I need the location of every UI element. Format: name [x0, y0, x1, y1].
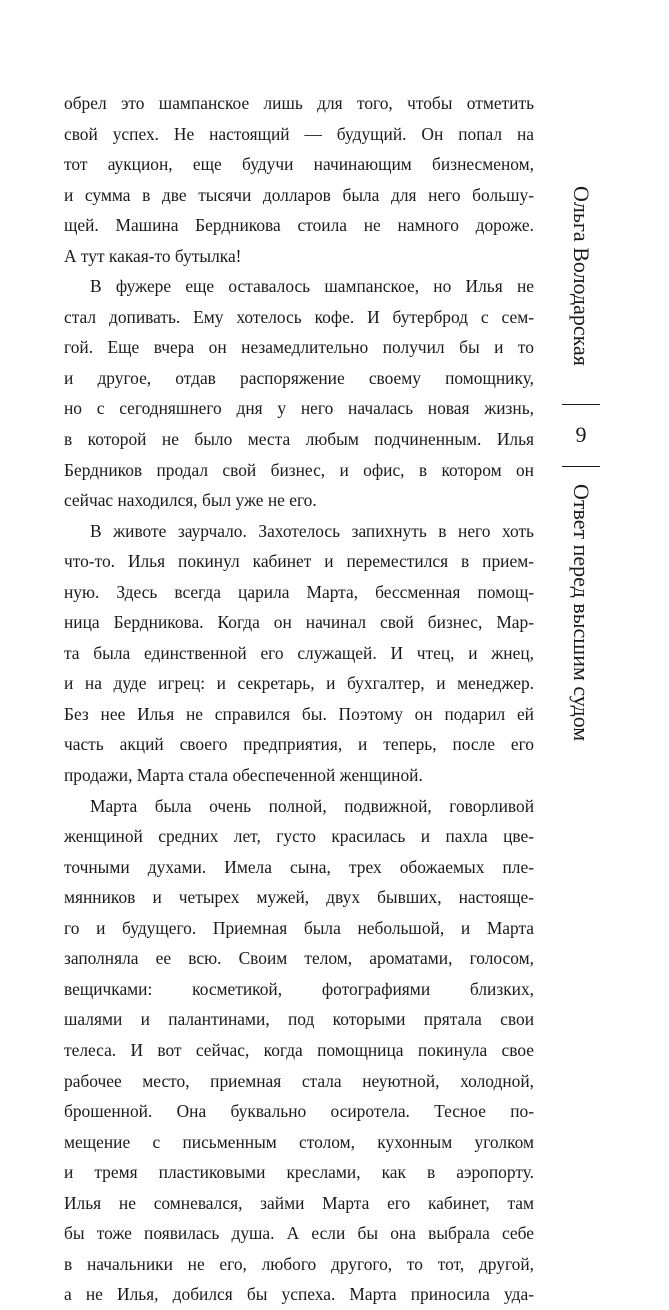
running-head-book-title: Ответ перед высшим судом [569, 484, 594, 742]
running-head-divider [562, 466, 600, 467]
text-line: бы тоже появилась душа. А если бы она выбрала себе [64, 1223, 534, 1244]
text-line: ную. Здесь всегда царила Марта, бессменная помощ- [64, 581, 534, 602]
text-line: сейчас находился, был уже не его. [64, 490, 317, 511]
text-line: что-то. Илья покинул кабинет и переместился в прием- [64, 551, 534, 572]
text-line: Бердников продал свой бизнес, и офис, в котором он [64, 459, 534, 480]
text-line: го и будущего. Приемная была небольшой, и Марта [64, 917, 534, 938]
body-text [64, 88, 534, 1310]
text-line: телеса. И вот сейчас, когда помощница покинула свое [64, 1039, 534, 1060]
text-line: женщиной средних лет, густо красилась и пахла цве- [64, 826, 534, 847]
text-line: продажи, Марта стала обеспеченной женщиной. [64, 765, 423, 786]
text-line: часть акций своего предприятия, и теперь, после его [64, 734, 534, 755]
text-line: та была единственной его служащей. И чтец, и жнец, [64, 642, 534, 663]
text-line: и сумма в две тысячи долларов была для него большу- [64, 184, 534, 205]
text-line: свой успех. Не настоящий — будущий. Он попал на [64, 123, 534, 144]
running-head-divider [562, 404, 600, 405]
text-line: ница Бердникова. Когда он начинал свой бизнес, Мар- [64, 612, 534, 633]
text-line: тот аукцион, еще будучи начинающим бизнесменом, [64, 154, 534, 175]
text-line: в которой не было места любым подчиненным. Илья [64, 429, 534, 450]
text-line: Илья не сомневался, займи Марта его кабинет, там [64, 1192, 534, 1213]
running-head [562, 0, 600, 1080]
text-line: точными духами. Имела сына, трех обожаемых пле- [64, 856, 534, 877]
text-line: брошенной. Она буквально осиротела. Тесное по- [64, 1101, 534, 1122]
text-line: но с сегодняшнего дня у него началась новая жизнь, [64, 398, 534, 419]
text-line: А тут какая-то бутылка! [64, 245, 242, 266]
paragraph-start-line: Марта была очень полной, подвижной, говорливой [90, 795, 534, 816]
text-line: Без нее Илья не справился бы. Поэтому он подарил ей [64, 703, 534, 724]
text-line: и тремя пластиковыми креслами, как в аэропорту. [64, 1162, 534, 1183]
text-line: заполняла ее всю. Своим телом, ароматами, голосом, [64, 948, 534, 969]
text-line: и другое, отдав распоряжение своему помощнику, [64, 367, 534, 388]
running-head-author: Ольга Володарская [569, 186, 594, 366]
text-line: щей. Машина Бердникова стоила не намного дороже. [64, 215, 534, 236]
page-number: 9 [575, 422, 587, 447]
text-line: мянников и четырех мужей, двух бывших, настояще- [64, 887, 534, 908]
text-line: гой. Еще вчера он незамедлительно получил бы и то [64, 337, 534, 358]
paragraph-start-line: В фужере еще оставалось шампанское, но Илья не [90, 276, 534, 297]
text-line: и на дуде игрец: и секретарь, и бухгалтер, и менеджер. [64, 673, 534, 694]
text-line: стал допивать. Ему хотелось кофе. И бутерброд с сем- [64, 306, 534, 327]
text-line: в начальники не его, любого другого, то тот, другой, [64, 1253, 534, 1274]
text-line: а не Илья, добился бы успеха. Марта приносила уда- [64, 1284, 534, 1305]
text-line: шалями и палантинами, под которыми прятала свои [64, 1009, 534, 1030]
text-line: вещичками: косметикой, фотографиями близких, [64, 978, 534, 999]
text-line: рабочее место, приемная стала неуютной, холодной, [64, 1070, 534, 1091]
text-line: обрел это шампанское лишь для того, чтобы отметить [64, 93, 534, 113]
paragraph-start-line: В животе заурчало. Захотелось запихнуть в него хоть [90, 520, 534, 541]
text-line: мещение с письменным столом, кухонным уголком [64, 1131, 534, 1152]
